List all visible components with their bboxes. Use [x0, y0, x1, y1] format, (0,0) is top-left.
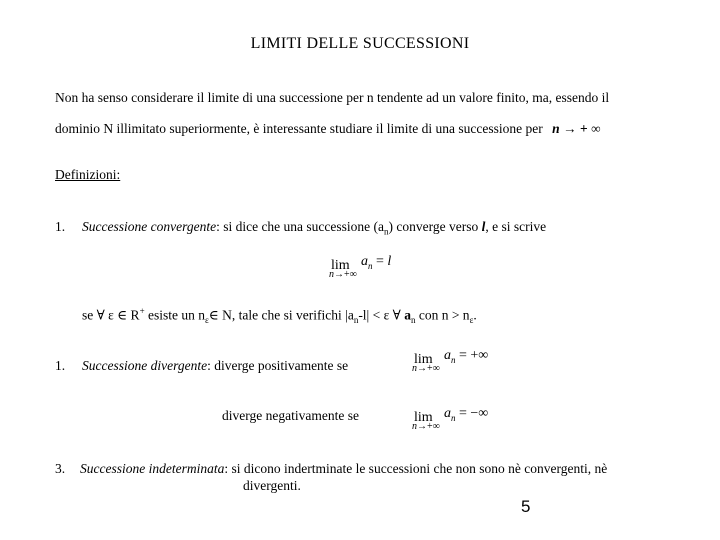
cond-b: esiste un n [144, 307, 206, 323]
intro-line-1 [55, 90, 609, 106]
cond-f: con n > n [415, 307, 470, 323]
formula-divergent-positive [412, 348, 489, 374]
formula-sub: n→+∞ [329, 269, 357, 280]
item-convergent-var: l [481, 219, 486, 234]
cond-sub3: n [410, 315, 416, 326]
item-indeterminate-text: : si dicono indertminate le successioni che non sono nè convergenti, nè [224, 461, 608, 476]
page-number: 5 [521, 497, 531, 516]
formula-rhs: $a_n$ = +∞ [444, 348, 489, 365]
intro-line-2-text: dominio N illimitato superiormente, è interessante studiare il limite di una successione per [55, 121, 543, 136]
item-indeterminate-line [80, 461, 607, 477]
formula-lim: lim [414, 352, 433, 367]
item-convergent-line [82, 219, 546, 237]
cond-e: a [404, 307, 411, 323]
cond-a: se ∀ ε ∈ R [82, 307, 140, 323]
formula-rhs: $a_n$ = −∞ [444, 406, 489, 423]
cond-sup: + [139, 306, 145, 316]
formula-sub: n→+∞ [412, 363, 440, 374]
item-divergent-term: Successione divergente [82, 358, 208, 373]
cond-sub4: ε [469, 315, 474, 326]
divergent-negative-text: diverge negativamente se [222, 408, 359, 423]
formula-lim: lim [414, 410, 433, 425]
item-number: 1. [55, 219, 66, 234]
formula-divergent-negative [412, 406, 489, 432]
cond-c: ∈ N, tale che si verifichi |a [208, 307, 354, 323]
formula-lim: lim [331, 258, 350, 273]
intro-line-2-math: n → + ∞ [552, 121, 601, 136]
item-convergent-text3: , e si scrive [485, 219, 547, 234]
convergent-condition [82, 306, 477, 325]
item-convergent-text: : si dice che una successione (a [216, 219, 385, 234]
intro-line-2 [55, 121, 601, 137]
cond-sub2: n [353, 315, 359, 326]
item-divergent-text: : diverge positivamente se [207, 358, 349, 373]
formula-sub: n→+∞ [412, 421, 440, 432]
intro-line-1-text: Non ha senso considerare il limite di una successione per n tendente ad un valore finito, ma, essendo il [55, 90, 610, 105]
cond-d: -l| < ε ∀ [358, 307, 405, 323]
item-indeterminate-line-2: divergenti. [243, 478, 301, 493]
definitions-heading: Definizioni: [55, 167, 121, 182]
item-indeterminate-term: Successione indeterminata [80, 461, 225, 476]
item-convergent-text2: ) converge verso [388, 219, 482, 234]
formula-convergent [329, 254, 392, 280]
item-convergent-sub: n [384, 226, 389, 237]
item-number: 1. [55, 358, 66, 373]
item-convergent-term: Successione convergente [82, 219, 217, 234]
page-title: LIMITI DELLE SUCCESSIONI [250, 35, 470, 52]
cond-g: . [473, 307, 477, 323]
cond-sub1: ε [205, 315, 209, 326]
formula-rhs: $a_n = l$ [361, 254, 392, 271]
item-number: 3. [55, 461, 66, 476]
item-divergent-line [82, 358, 348, 374]
